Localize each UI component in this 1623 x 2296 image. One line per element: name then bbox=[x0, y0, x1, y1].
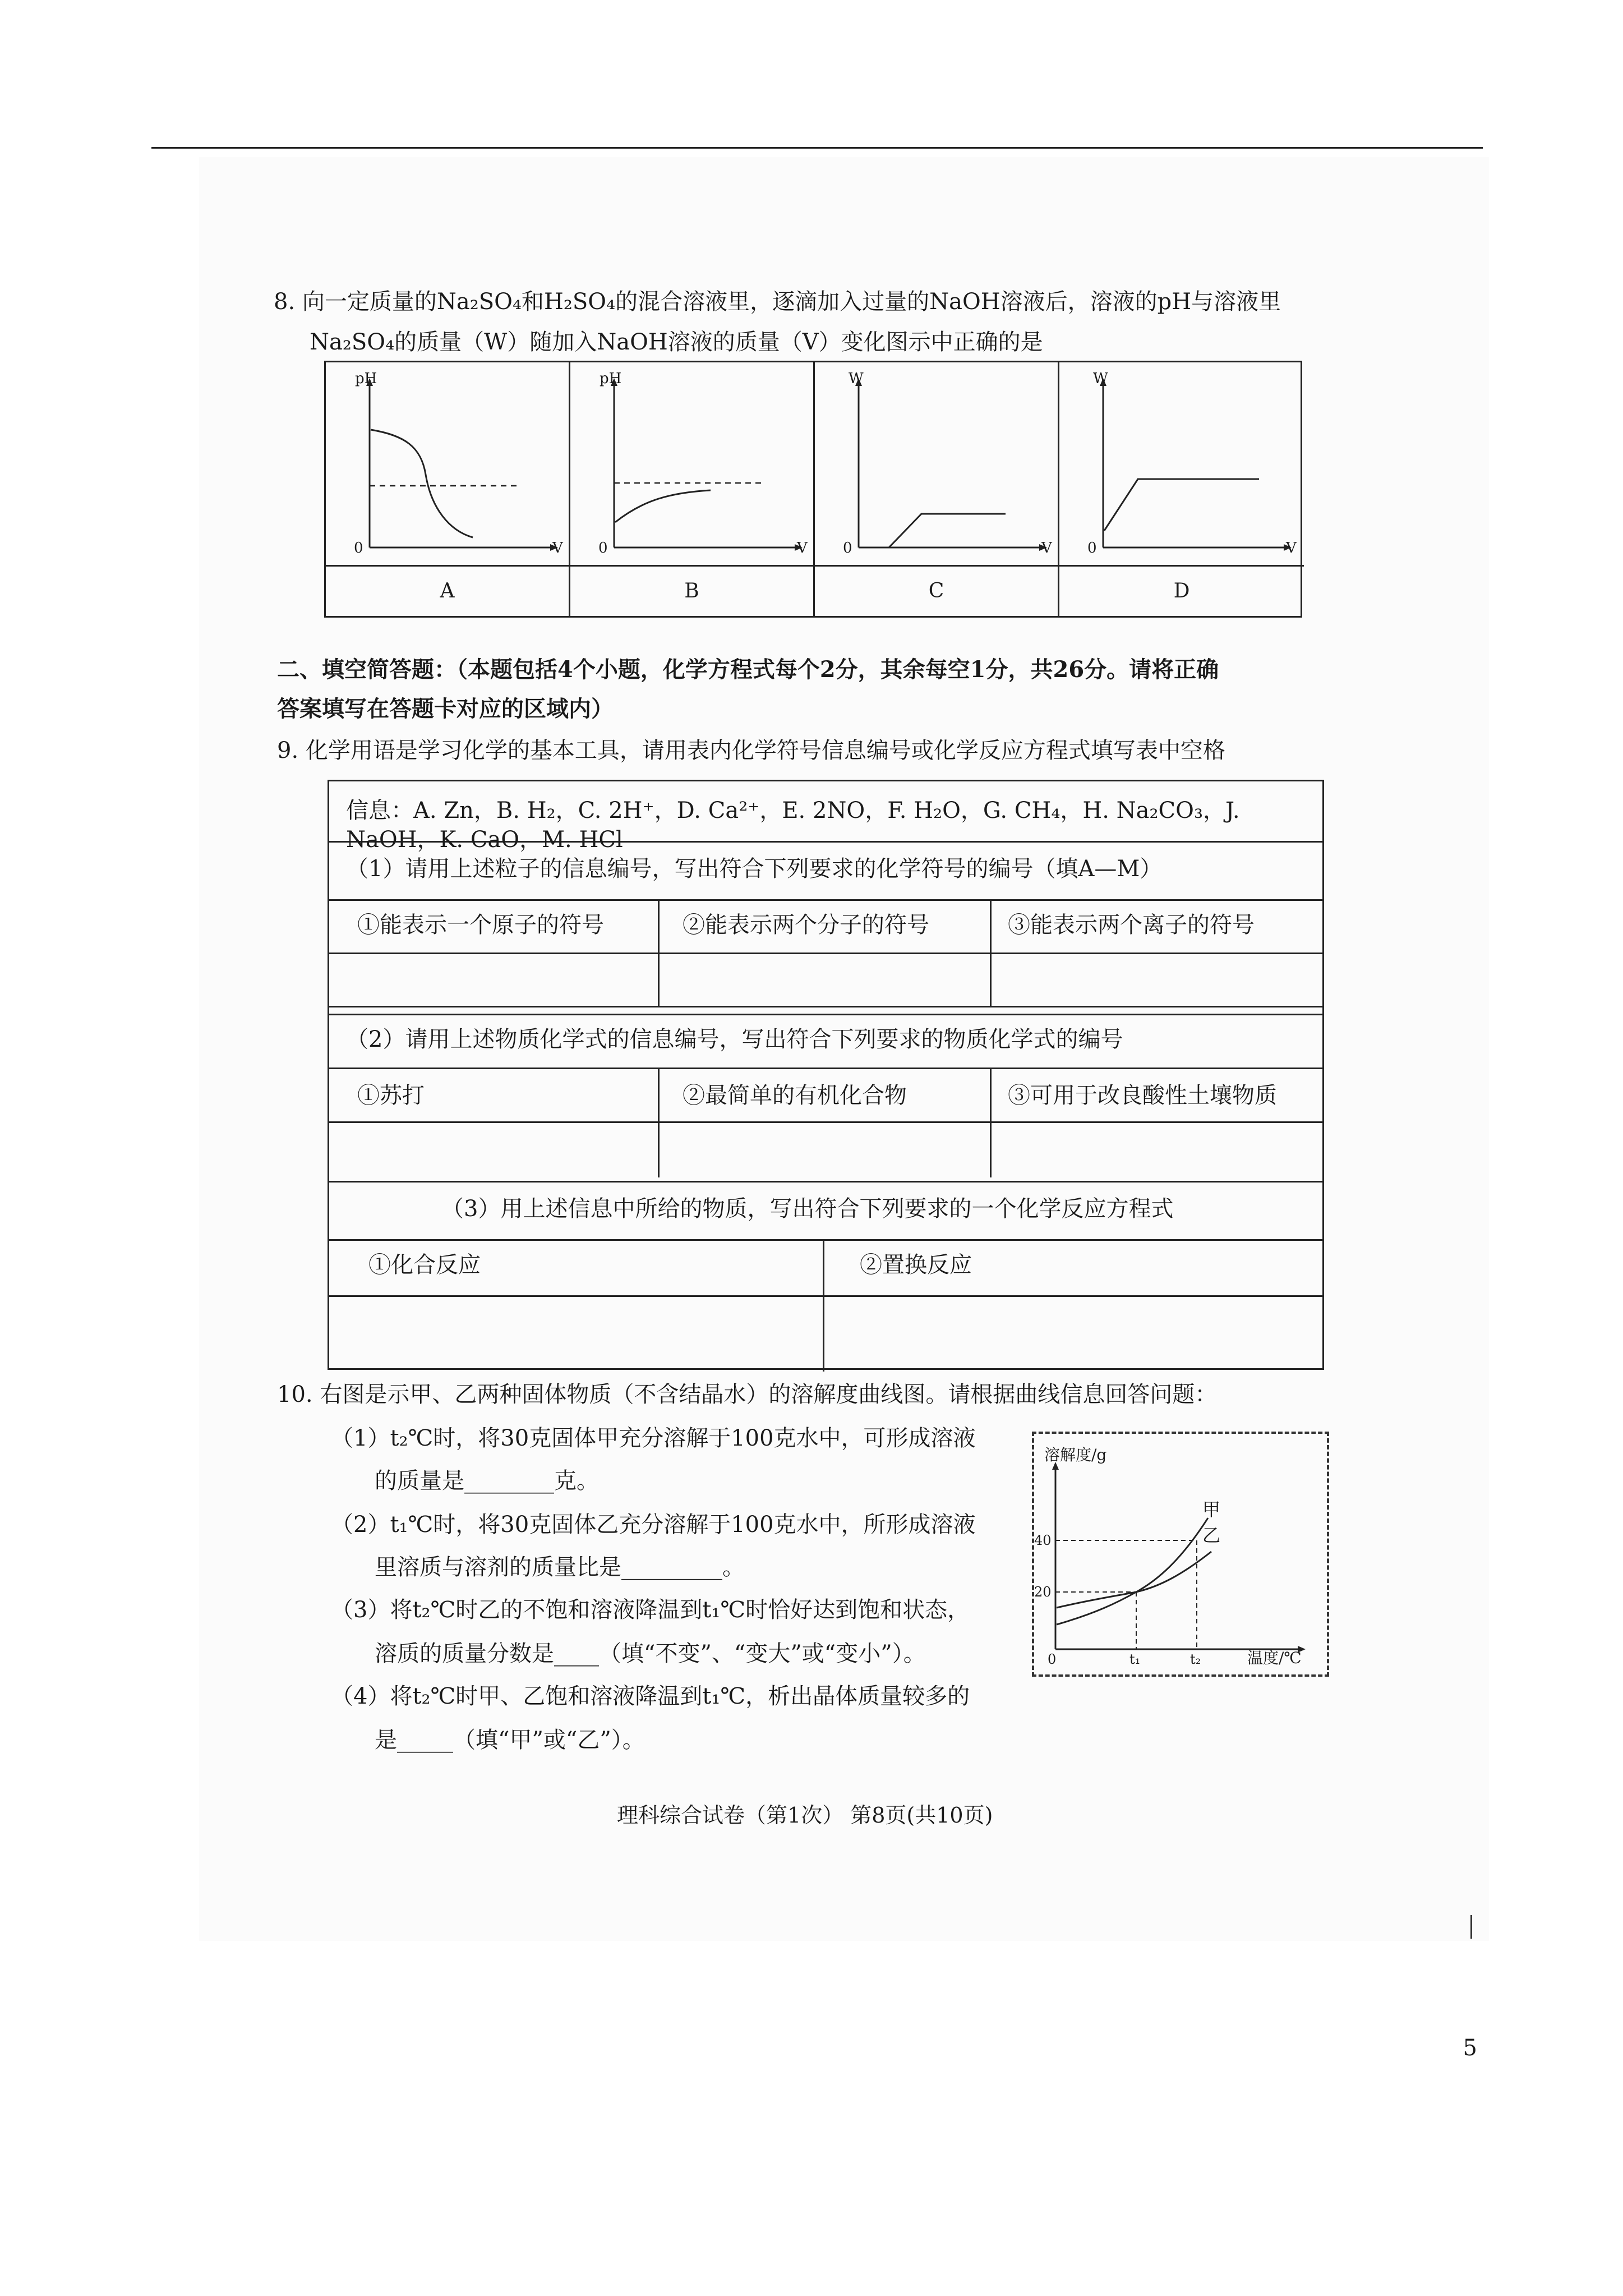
chart-xtick: t₂ bbox=[1190, 1651, 1201, 1667]
q9-part1-item2: ②能表示两个分子的符号 bbox=[683, 912, 929, 938]
graph-c[interactable] bbox=[815, 362, 1059, 616]
q9-part1-item3: ③能表示两个离子的符号 bbox=[1008, 912, 1255, 938]
q10-line: 里溶质与溶剂的质量比是_________。 bbox=[375, 1554, 745, 1580]
q10-line: 是_____（填“甲”或“乙”）。 bbox=[375, 1727, 645, 1753]
graph-a-label: A bbox=[326, 565, 569, 616]
q8-stem-line2: Na₂SO₄的质量（W）随加入NaOH溶液的质量（V）变化图示中正确的是 bbox=[310, 329, 1043, 355]
q9-info: 信息：A. Zn，B. H₂，C. 2H⁺，D. Ca²⁺，E. 2NO，F. H₂O，G. CH₄，H. Na₂CO₃，J. NaOH，K. CaO，M. HCl bbox=[346, 798, 1240, 853]
q10-line: （1）t₂℃时，将30克固体甲充分溶解于100克水中，可形成溶液 bbox=[331, 1425, 976, 1451]
q9-rule bbox=[329, 1181, 1322, 1182]
q9-table bbox=[328, 780, 1324, 1370]
graph-d-origin: 0 bbox=[1087, 540, 1097, 556]
q9-part1-item1: ①能表示一个原子的符号 bbox=[357, 912, 604, 938]
q9-rule bbox=[329, 1121, 1322, 1123]
q9-rule bbox=[329, 1014, 1322, 1015]
q8-stem-line1: 8. 向一定质量的Na₂SO₄和H₂SO₄的混合溶液里，逐滴加入过量的NaOH溶液后，溶液的pH与溶液里 bbox=[274, 289, 1281, 315]
graph-a-x-axis-label: V bbox=[552, 540, 563, 556]
q9-col-rule bbox=[990, 899, 992, 1006]
q9-part3-title: （3）用上述信息中所给的物质，写出符合下列要求的一个化学反应方程式 bbox=[441, 1196, 1174, 1222]
q9-col-rule bbox=[658, 899, 660, 1006]
graph-c-label: C bbox=[815, 565, 1058, 616]
q9-part2-item2: ②最简单的有机化合物 bbox=[683, 1083, 907, 1108]
q10-line: 溶质的质量分数是____（填“不变”、“变大”或“变小”）。 bbox=[375, 1641, 926, 1667]
section2-heading-line1: 二、填空简答题：（本题包括4个小题，化学方程式每个2分，其余每空1分，共26分。请将正确 bbox=[277, 656, 1219, 683]
q9-part2-title: （2）请用上述物质化学式的信息编号，写出符合下列要求的物质化学式的编号 bbox=[346, 1027, 1123, 1052]
q9-part3-item1: ①化合反应 bbox=[368, 1252, 481, 1278]
header-rule bbox=[151, 147, 1483, 149]
graph-b-label: B bbox=[570, 565, 813, 616]
q9-col-rule bbox=[823, 1239, 824, 1372]
solubility-chart[interactable] bbox=[1032, 1432, 1329, 1677]
graph-b-x-axis-label: V bbox=[797, 540, 808, 556]
q9-part3-item2: ②置换反应 bbox=[860, 1252, 972, 1278]
q10-stem: 10. 右图是示甲、乙两种固体物质（不含结晶水）的溶解度曲线图。请根据曲线信息回答问题： bbox=[277, 1382, 1218, 1407]
q9-rule bbox=[329, 1006, 1322, 1007]
graph-d-y-axis-label: W bbox=[1093, 370, 1108, 387]
q9-part2-item3: ③可用于改良酸性土壤物质 bbox=[1008, 1083, 1277, 1108]
q9-rule bbox=[329, 1068, 1322, 1069]
footer: 理科综合试卷（第1次） 第8页(共10页) bbox=[617, 1803, 993, 1828]
q10-line: （3）将t₂℃时乙的不饱和溶液降温到t₁℃时恰好达到饱和状态， bbox=[331, 1597, 970, 1623]
q9-stem: 9. 化学用语是学习化学的基本工具，请用表内化学符号信息编号或化学反应方程式填写表中空格 bbox=[277, 738, 1225, 763]
q9-part1-title: （1）请用上述粒子的信息编号，写出符合下列要求的化学符号的编号（填A—M） bbox=[346, 856, 1163, 882]
q9-col-rule bbox=[658, 1068, 660, 1177]
q9-col-rule bbox=[990, 1068, 992, 1177]
chart-xlabel: 温度/℃ bbox=[1247, 1649, 1302, 1667]
chart-xtick: t₁ bbox=[1129, 1651, 1141, 1667]
q10-line: （2）t₁℃时，将30克固体乙充分溶解于100克水中，所形成溶液 bbox=[331, 1512, 976, 1538]
graph-c-y-axis-label: W bbox=[849, 370, 864, 387]
q9-part2-item1: ①苏打 bbox=[357, 1083, 425, 1108]
chart-ytick: 20 bbox=[1034, 1584, 1052, 1600]
q10-line: 的质量是________克。 bbox=[375, 1468, 599, 1494]
page-number: 5 bbox=[1463, 2035, 1477, 2061]
graph-a-origin: 0 bbox=[354, 540, 363, 556]
series-label-jia: 甲 bbox=[1202, 1499, 1221, 1520]
scan-edge-mark bbox=[1470, 1915, 1472, 1939]
q9-rule bbox=[329, 953, 1322, 954]
q10-line: （4）将t₂℃时甲、乙饱和溶液降温到t₁℃，析出晶体质量较多的 bbox=[331, 1683, 970, 1709]
chart-ytick: 40 bbox=[1034, 1533, 1052, 1548]
graph-b-origin: 0 bbox=[598, 540, 608, 556]
chart-origin: 0 bbox=[1048, 1651, 1057, 1667]
series-label-yi: 乙 bbox=[1202, 1525, 1221, 1546]
graph-a[interactable] bbox=[326, 362, 570, 616]
graph-d[interactable] bbox=[1059, 362, 1304, 616]
graph-a-y-axis-label: pH bbox=[355, 370, 377, 387]
q8-graph-table bbox=[324, 361, 1302, 618]
q9-rule bbox=[329, 1295, 1322, 1297]
q9-rule bbox=[329, 1239, 1322, 1241]
q9-rule bbox=[329, 899, 1322, 901]
graph-c-origin: 0 bbox=[843, 540, 852, 556]
graph-d-label: D bbox=[1059, 565, 1304, 616]
graph-b[interactable] bbox=[570, 362, 815, 616]
graph-b-y-axis-label: pH bbox=[600, 370, 622, 387]
chart-ylabel: 溶解度/g bbox=[1044, 1446, 1107, 1464]
graph-d-x-axis-label: V bbox=[1286, 540, 1297, 556]
section2-heading-line2: 答案填写在答题卡对应的区域内） bbox=[277, 696, 614, 722]
graph-c-x-axis-label: V bbox=[1041, 540, 1052, 556]
